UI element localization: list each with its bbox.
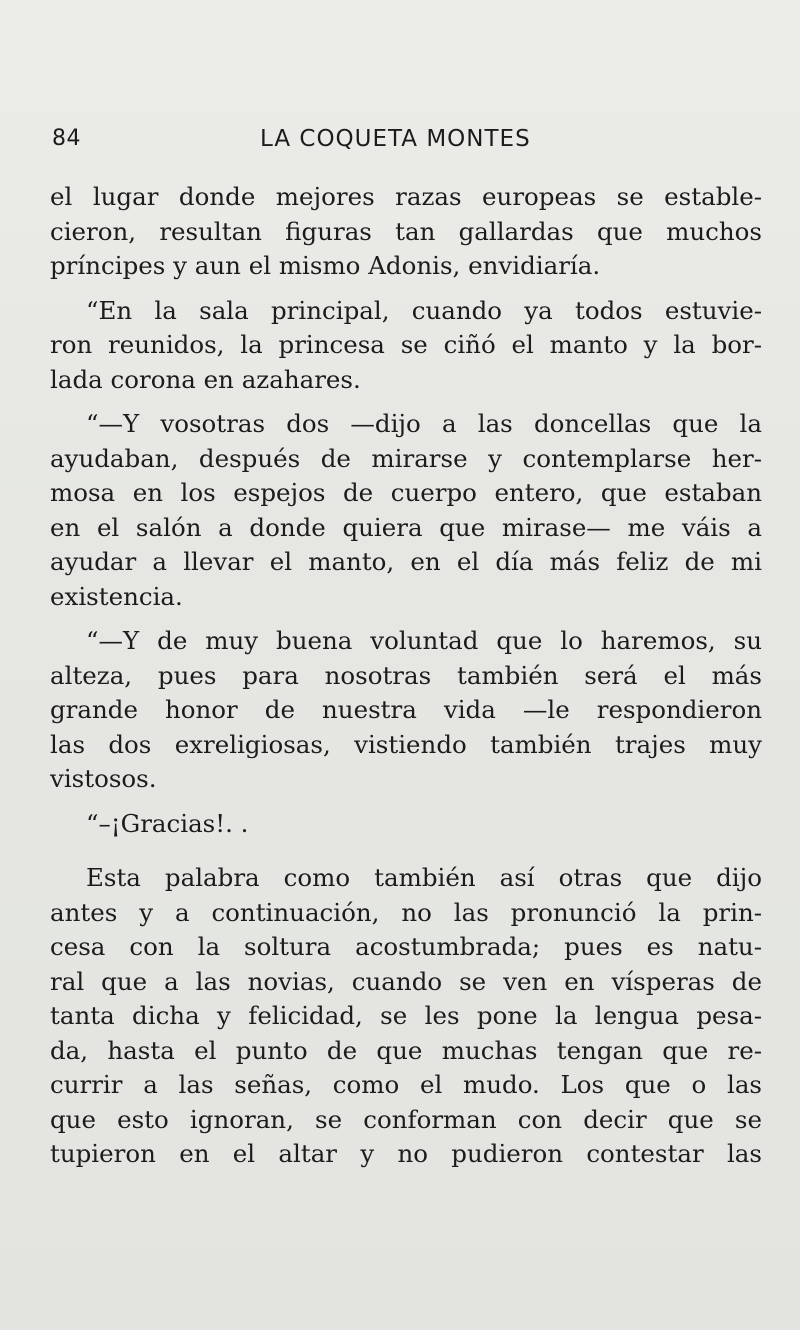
text-line: el lugar donde mejores razas europeas se estable- (50, 182, 762, 211)
paragraph (50, 624, 762, 797)
text-line: ral que a las novias, cuando se ven en vísperas de (50, 966, 762, 996)
text-line: mosa en los espejos de cuerpo entero, que estaban (50, 478, 762, 507)
text-line: cieron, resultan figuras tan gallardas que muchos (50, 216, 762, 246)
book-title: LA COQUETA MONTES (260, 126, 531, 152)
text-line: cesa con la soltura acostumbrada; pues es natu- (50, 932, 762, 961)
paragraph (50, 807, 762, 842)
text-line: antes y a continuación, no las pronunció la prin- (50, 897, 762, 927)
page-number: 84 (52, 126, 81, 151)
running-header (50, 122, 750, 162)
body-text (50, 180, 762, 1172)
text-line: ron reunidos, la princesa se ciñó el manto y la bor- (50, 330, 762, 359)
text-line: tupieron en el altar y no pudieron contestar las (50, 1139, 762, 1168)
text-line: tanta dicha y felicidad, se les pone la lengua pesa- (50, 1001, 762, 1030)
paragraph (50, 861, 762, 1172)
text-line: currir a las señas, como el mudo. Los que o las (50, 1070, 762, 1099)
text-line: príncipes y aun el mismo Adonis, envidiaría. (50, 251, 601, 280)
text-line: “En la sala principal, cuando ya todos estuvie- (86, 295, 762, 325)
text-line: “—Y vosotras dos —dijo a las doncellas que la (86, 409, 762, 438)
text-line: alteza, pues para nosotras también será el más (50, 660, 762, 690)
paragraph (50, 407, 762, 614)
text-line: que esto ignoran, se conforman con decir que se (50, 1104, 762, 1134)
text-line: Esta palabra como también así otras que dijo (86, 863, 762, 892)
text-line: grande honor de nuestra vida —le respondieron (50, 695, 762, 724)
text-line: “–¡Gracias!. . (86, 808, 249, 838)
text-line: ayudaban, después de mirarse y contemplarse her- (50, 443, 762, 473)
text-line: existencia. (50, 581, 183, 611)
text-line: vistosos. (50, 764, 157, 793)
text-line: las dos exreligiosas, vistiendo también trajes muy (50, 729, 762, 759)
text-line: en el salón a donde quiera que mirase— me váis a (50, 512, 762, 542)
text-line: “—Y de muy buena voluntad que lo haremos, su (86, 626, 762, 655)
paragraph (50, 294, 762, 398)
text-line: da, hasta el punto de que muchas tengan que re- (50, 1035, 762, 1065)
text-line: ayudar a llevar el manto, en el día más feliz de mi (50, 547, 762, 576)
text-line: lada corona en azahares. (50, 364, 361, 394)
paragraph (50, 180, 762, 284)
